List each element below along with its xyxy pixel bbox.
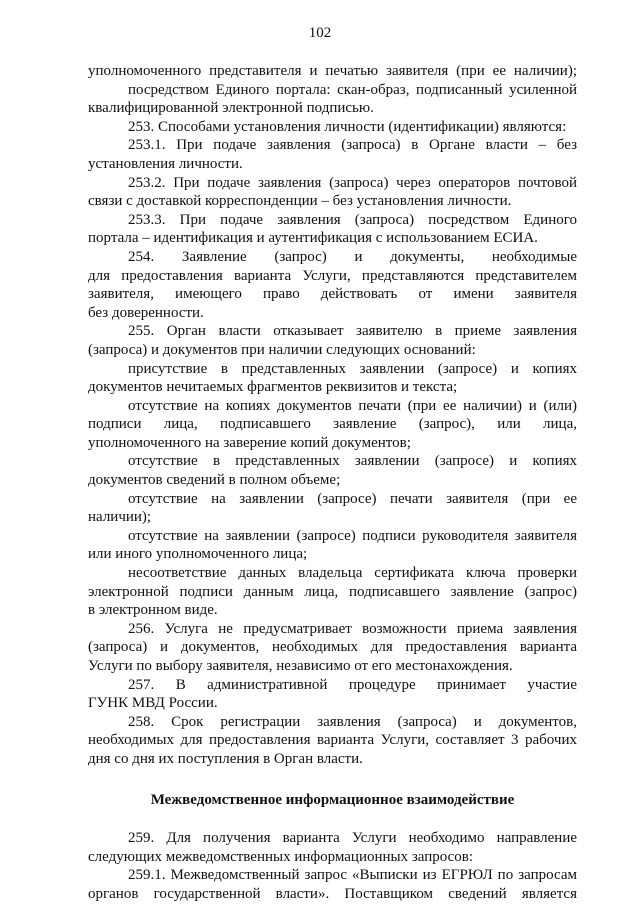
text-line: 258. Срок регистрации заявления (запроса) и документов, bbox=[128, 713, 577, 730]
spacer bbox=[88, 769, 577, 791]
text-line: несоответствие данных владельца сертификата ключа проверки bbox=[128, 565, 577, 582]
text-line: 254. Заявление (запрос) и документы, необходимые bbox=[128, 248, 577, 265]
text-line: 259. Для получения варианта Услуги необходимо направление bbox=[128, 830, 577, 847]
text-line: 253.3. При подаче заявления (запроса) посредством Единого bbox=[128, 211, 577, 228]
text-line: дня со дня их поступления в Орган власти. bbox=[88, 750, 363, 767]
text-line: следующих межведомственных информационных запросов: bbox=[88, 848, 474, 865]
text-line: 256. Услуга не предусматривает возможности приема заявления bbox=[128, 620, 577, 637]
text-line: в электронном виде. bbox=[88, 602, 218, 619]
text-line: (запроса) и документов при наличии следующих оснований: bbox=[88, 341, 476, 358]
text-line: уполномоченного на заверение копий документов; bbox=[88, 434, 411, 451]
text-line: 257. В административной процедуре принимает участие bbox=[128, 676, 577, 693]
text-line: отсутствие на копиях документов печати (при ее наличии) и (или) bbox=[128, 397, 577, 414]
document-body bbox=[88, 62, 577, 904]
text-line: для предоставления варианта Услуги, представляются представителем bbox=[88, 267, 577, 284]
text-line: 259.1. Межведомственный запрос «Выписки из ЕГРЮЛ по запросам bbox=[128, 867, 577, 884]
section-heading: Межведомственное информационное взаимодействие bbox=[150, 791, 515, 808]
spacer bbox=[88, 809, 577, 829]
text-line: уполномоченного представителя и печатью заявителя (при ее наличии); bbox=[88, 63, 577, 79]
text-line: квалифицированной электронной подписью. bbox=[88, 100, 374, 117]
text-line: 253.2. При подаче заявления (запроса) через операторов почтовой bbox=[128, 174, 577, 191]
text-line: отсутствие на заявлении (запросе) печати заявителя (при ее bbox=[128, 490, 577, 507]
text-line: электронной подписи данным лица, подписавшего заявление (запрос) bbox=[88, 583, 577, 600]
text-line: отсутствие в представленных заявлении (запросе) и копиях bbox=[128, 453, 577, 470]
text-line: установления личности. bbox=[88, 155, 243, 172]
page-number: 102 bbox=[308, 25, 332, 41]
text-line: (запроса) и документов, необходимых для предоставления варианта bbox=[88, 639, 577, 656]
text-line: 255. Орган власти отказывает заявителю в приеме заявления bbox=[128, 323, 577, 340]
text-line: 253.1. При подаче заявления (запроса) в Органе власти – без bbox=[128, 137, 577, 154]
text-line: наличии); bbox=[88, 509, 152, 526]
text-line: связи с доставкой корреспонденции – без установления личности. bbox=[88, 193, 512, 210]
text-line: присутствие в представленных заявлении (запросе) и копиях bbox=[128, 360, 577, 377]
text-line: документов сведений в полном объеме; bbox=[88, 472, 341, 489]
text-line: посредством Единого портала: скан-образ, подписанный усиленной bbox=[128, 81, 577, 98]
text-line: документов нечитаемых фрагментов реквизитов и текста; bbox=[88, 379, 458, 396]
text-line: без доверенности. bbox=[88, 304, 204, 321]
text-line: или иного уполномоченного лица; bbox=[88, 546, 308, 563]
text-line: Услуги по выбору заявителя, независимо от его местонахождения. bbox=[88, 658, 513, 674]
text-line: отсутствие на заявлении (запросе) подписи руководителя заявителя bbox=[128, 527, 577, 544]
text-line: подписи лица, подписавшего заявление (запрос), или лица, bbox=[88, 416, 577, 433]
text-line: органов государственной власти». Поставщиком сведений является bbox=[88, 885, 577, 902]
text-line: необходимых для предоставления варианта Услуги, составляет 3 рабочих bbox=[88, 732, 577, 749]
text-line: заявителя, имеющего право действовать от имени заявителя bbox=[88, 286, 577, 303]
text-line: 253. Способами установления личности (идентификации) являются: bbox=[128, 118, 567, 135]
text-line: портала – идентификация и аутентификация с использованием ЕСИА. bbox=[88, 230, 538, 247]
text-line: ГУНК МВД России. bbox=[88, 695, 218, 712]
